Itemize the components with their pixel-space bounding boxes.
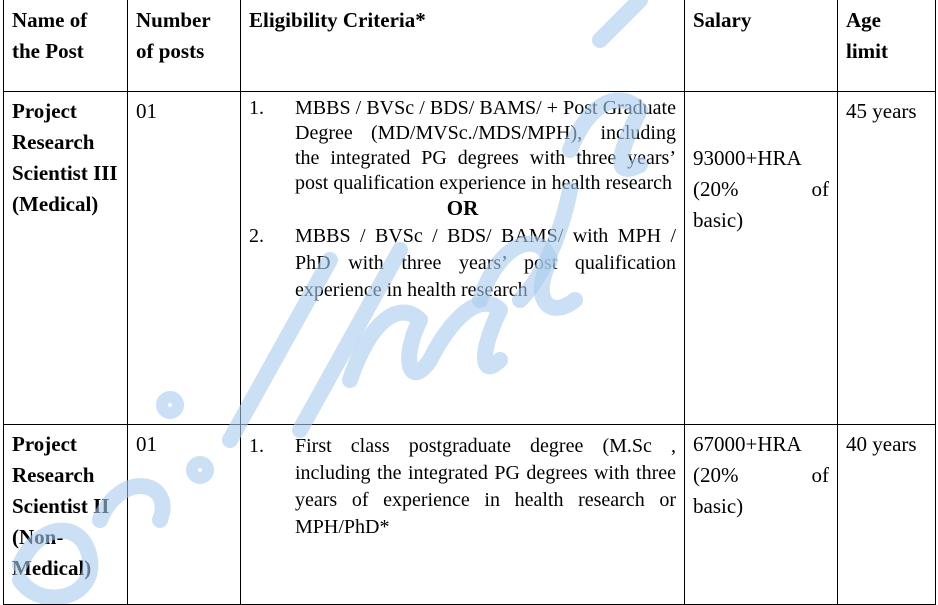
criteria-cell <box>241 425 685 605</box>
salary-note: (20% <box>693 463 739 487</box>
criteria-text: MBBS / BVSc / BDS/ BAMS/ with MPH / PhD with three years’ post qualification experience in health research <box>295 225 676 301</box>
post-name: Project Research Scientist III (Medical) <box>4 92 128 425</box>
age-limit: 45 years <box>838 92 936 425</box>
criteria-cell <box>241 92 685 425</box>
salary-cell <box>685 425 838 605</box>
post-count: 01 <box>128 92 241 425</box>
criteria-text: First class postgraduate degree (M.Sc , including the integrated PG degrees with three years of experience in health research or MPH/PhD* <box>295 435 676 538</box>
criteria-item <box>249 433 676 541</box>
header-posts: Number of posts <box>128 0 241 92</box>
criteria-item <box>249 96 676 196</box>
list-number: 1. <box>249 97 264 119</box>
table-row <box>4 425 936 605</box>
salary-note: of <box>811 463 829 487</box>
salary-amount: 93000+HRA <box>693 146 802 170</box>
salary-note: of <box>811 177 829 201</box>
post-count: 01 <box>128 425 241 605</box>
header-row <box>4 0 936 92</box>
list-number: 2. <box>249 225 264 247</box>
salary-note: basic) <box>693 208 744 232</box>
posts-table <box>3 0 936 605</box>
header-age: Age limit <box>838 0 936 92</box>
criteria-text: MBBS / BVSc / BDS/ BAMS/ + Post Graduate Degree (MD/MVSc./MDS/MPH), including the integrated PG degrees with three years’ post qualification experience in health research <box>295 97 676 194</box>
table-row <box>4 92 936 425</box>
header-salary: Salary <box>685 0 838 92</box>
age-limit: 40 years <box>838 425 936 605</box>
list-number: 1. <box>249 435 264 457</box>
criteria-item <box>249 223 676 304</box>
salary-note: (20% <box>693 177 739 201</box>
or-separator: OR <box>446 196 479 220</box>
post-name: Project Research Scientist II (Non-Medical) <box>4 425 128 605</box>
salary-amount: 67000+HRA <box>693 432 802 456</box>
header-criteria: Eligibility Criteria* <box>241 0 685 92</box>
header-name: Name of the Post <box>4 0 128 92</box>
salary-cell <box>685 92 838 425</box>
salary-note: basic) <box>693 494 744 518</box>
